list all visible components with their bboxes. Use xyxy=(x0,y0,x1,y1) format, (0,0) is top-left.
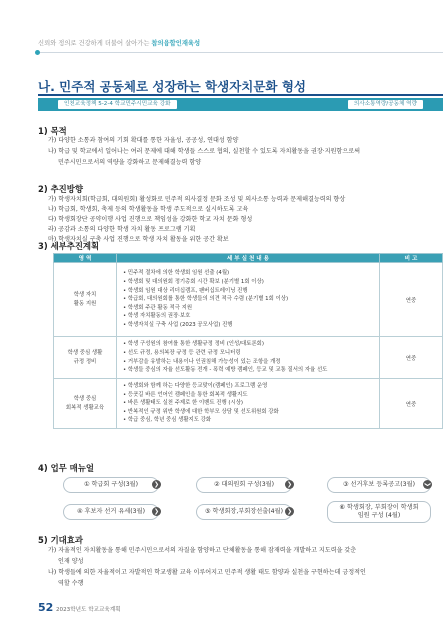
direction-item: 나) 학급회, 학생회, 축제 등의 학생활동을 학생 주도적으로 실시하도록 고육 xyxy=(48,206,249,213)
chevron-down-icon: ❯ xyxy=(424,481,431,488)
detail-line: • 학급 중심, 학년 중심 생활지도 강화 xyxy=(123,417,212,424)
row-details xyxy=(117,379,380,429)
table-header-row xyxy=(54,254,443,263)
table-row xyxy=(54,379,443,429)
row-category xyxy=(54,337,117,379)
purpose-item: 나) 학급 및 학교에서 일어나는 여러 문제에 대해 학생들 스스로 협의, 실천할 수 있도록 자치활동을 권장·지원함으로써 xyxy=(48,148,360,155)
table-row xyxy=(54,263,443,337)
detail-line: • 학생회 및 대의원회 정기총회 시간 확보 (분기별 1회 이상) xyxy=(123,279,264,286)
effect-heading: 5) 기대효과 xyxy=(38,535,83,545)
chevron-right-icon: ❯ xyxy=(286,508,293,515)
detail-line: • 학생회 임원 대상 리더십캠프, 팬버십트레이닝 진행 xyxy=(123,287,248,294)
chevron-right-icon: ❯ xyxy=(153,481,160,488)
section-title: 나. 민주적 공동체로 성장하는 학생자치문화 형성 xyxy=(38,79,307,94)
header-highlight: 참의융합인재육성 xyxy=(151,40,201,47)
page-number: 52 xyxy=(38,601,54,614)
flow-step-3: ③ 선거후보 등록공고(3월) xyxy=(327,477,431,493)
chevron-right-icon: ❯ xyxy=(286,481,293,488)
chevron-right-icon: ❯ xyxy=(153,508,160,515)
detail-line: • 학생 자치활동의 권장·보호 xyxy=(123,313,191,320)
table-row xyxy=(54,337,443,379)
direction-item: 라) 공감과 소통의 다양한 학생 자치 활동 프로그램 기획 xyxy=(48,226,196,233)
title-rule xyxy=(38,94,443,96)
manual-heading: 4) 업무 매뉴얼 xyxy=(38,463,94,473)
running-header xyxy=(38,38,200,47)
detail-line: • 학생들 중심의 자율 선도활동 전개 - 폭력 예방 캠페인, 등교 및 교통 질서의 자율 선도 xyxy=(123,367,328,374)
effect-item: 나) 학생들에 의한 자율적이고 자발적인 학교생활 교육 이루어지고 민주적 생활 태도 함양과 실천을 구현하는데 긍정적인 xyxy=(48,569,366,576)
direction-item: 마) 학생자치실 구축 사업 진행으로 학생 자치 활동을 위한 공간 확보 xyxy=(48,236,229,243)
category-line: 회복적 생활교육 xyxy=(65,404,105,411)
category-line: 학생 중심 생활 xyxy=(67,349,103,356)
detail-line: • 등굣길 바른 언어인 캠페인을 통한 회복적 생활지도 xyxy=(123,391,248,398)
row-remark: 연중 xyxy=(380,337,443,379)
policy-label: 인천교육정책 5-2-4 학교민주시민교육 강화 xyxy=(58,100,177,109)
direction-item: 가) 학생자치회(학급회, 대의원회) 활성화로 민주적 의사결정 문화 조성 및 의사소통 능력과 문제해결능력의 향상 xyxy=(48,196,346,203)
row-details xyxy=(117,337,380,379)
category-line: 학생 중심 xyxy=(73,395,97,402)
detail-line: • 학생 구성원의 참여를 통한 생활규정 정비 (인성/대토론회) xyxy=(123,341,264,348)
flow-step-6-line: ⑥ 학생회장, 부회장이 학생회 xyxy=(339,504,419,511)
detail-line: • 거부감을 유발하는 내용이나 인권침해 가능성이 있는 조항을 개정 xyxy=(123,358,281,365)
effect-item: 역할 수행 xyxy=(58,580,84,587)
header-divider xyxy=(38,52,443,53)
flow-step-6-line: 임원 구성 (4월) xyxy=(357,512,401,519)
header-prefix: 신뢰와 정의로 건강하게 더불어 살아가는 xyxy=(38,40,152,47)
flow-step-6 xyxy=(327,501,431,523)
detail-line: • 학생자치실 구축 사업 (2023 공모사업) 진행 xyxy=(123,321,233,328)
category-line: 학생 자치 xyxy=(73,291,97,298)
row-remark: 연중 xyxy=(380,263,443,337)
effect-item: 가) 자율적인 자치활동을 통해 민주시민으로서의 자질을 함양하고 단체활동을 통해 잠재력을 개발하고 지도력을 갖춘 xyxy=(48,547,357,554)
purpose-item: 민주시민으로서의 역량을 강화하고 문제해결능력 함양 xyxy=(58,159,202,166)
row-category xyxy=(54,263,117,337)
competency-label: 의사소통역량/공동체 역량 xyxy=(348,100,423,109)
row-category xyxy=(54,379,117,429)
flow-step-5: ⑤ 학생회장,부회장선출(4월) xyxy=(196,504,292,520)
direction-heading: 2) 추진방향 xyxy=(38,184,83,194)
detail-line: • 바른 생활태도 실천 주제로 한 이벤트 진행 (시상) xyxy=(123,400,244,407)
plan-heading: 3) 세부추진계획 xyxy=(38,241,100,251)
purpose-heading: 1) 목적 xyxy=(38,126,67,136)
flow-step-4: ④ 후보자 선거 유세(3월) xyxy=(63,504,159,520)
col-header-area: 영 역 xyxy=(54,254,117,263)
detail-line: • 선도 규정, 용의복장 규정 등 관련 규정 모니터링 xyxy=(123,349,241,356)
policy-band xyxy=(38,98,443,111)
detail-line: • 학급회, 대의원회를 통한 학생들의 의견 적극 수렴 (분기별 1회 이상) xyxy=(123,296,289,303)
detail-line: • 반복적인 규정 위반 학생에 대한 학부모 상담 및 선도위원회 강화 xyxy=(123,408,279,415)
detail-line: • 학생회 주관 활동 적극 지원 xyxy=(123,304,193,311)
row-remark: 연중 xyxy=(380,379,443,429)
effect-item: 인재 양성 xyxy=(58,558,84,565)
detail-line: • 학생회와 함께 하는 다양한 등교맞이(캠페인) 프로그램 운영 xyxy=(123,383,268,390)
plan-table xyxy=(53,253,443,429)
category-line: 규정 정비 xyxy=(73,358,97,365)
col-header-details: 세 부 실 천 내 용 xyxy=(117,254,380,263)
flow-step-1: ① 학급회 구성(3월) xyxy=(63,477,159,493)
direction-item: 다) 학생회장단 공약이행 사업 진행으로 책임성을 강화한 학교 자치 문화 형성 xyxy=(48,216,253,223)
flow-step-2: ② 대의원회 구성(3월) xyxy=(196,477,292,493)
purpose-item: 가) 다양한 소통과 참여의 기회 확대를 통한 자율성, 공공성, 연대성 함양 xyxy=(48,137,239,144)
detail-line: • 민주적 절차에 의한 학생회 임원 선출 (4월) xyxy=(123,270,230,277)
header-dot-icon xyxy=(35,50,40,55)
category-line: 활동 지원 xyxy=(73,300,97,307)
col-header-remark: 비 고 xyxy=(380,254,443,263)
footer-text: 2023학년도 학교교육계획 xyxy=(56,607,121,613)
row-details xyxy=(117,263,380,337)
